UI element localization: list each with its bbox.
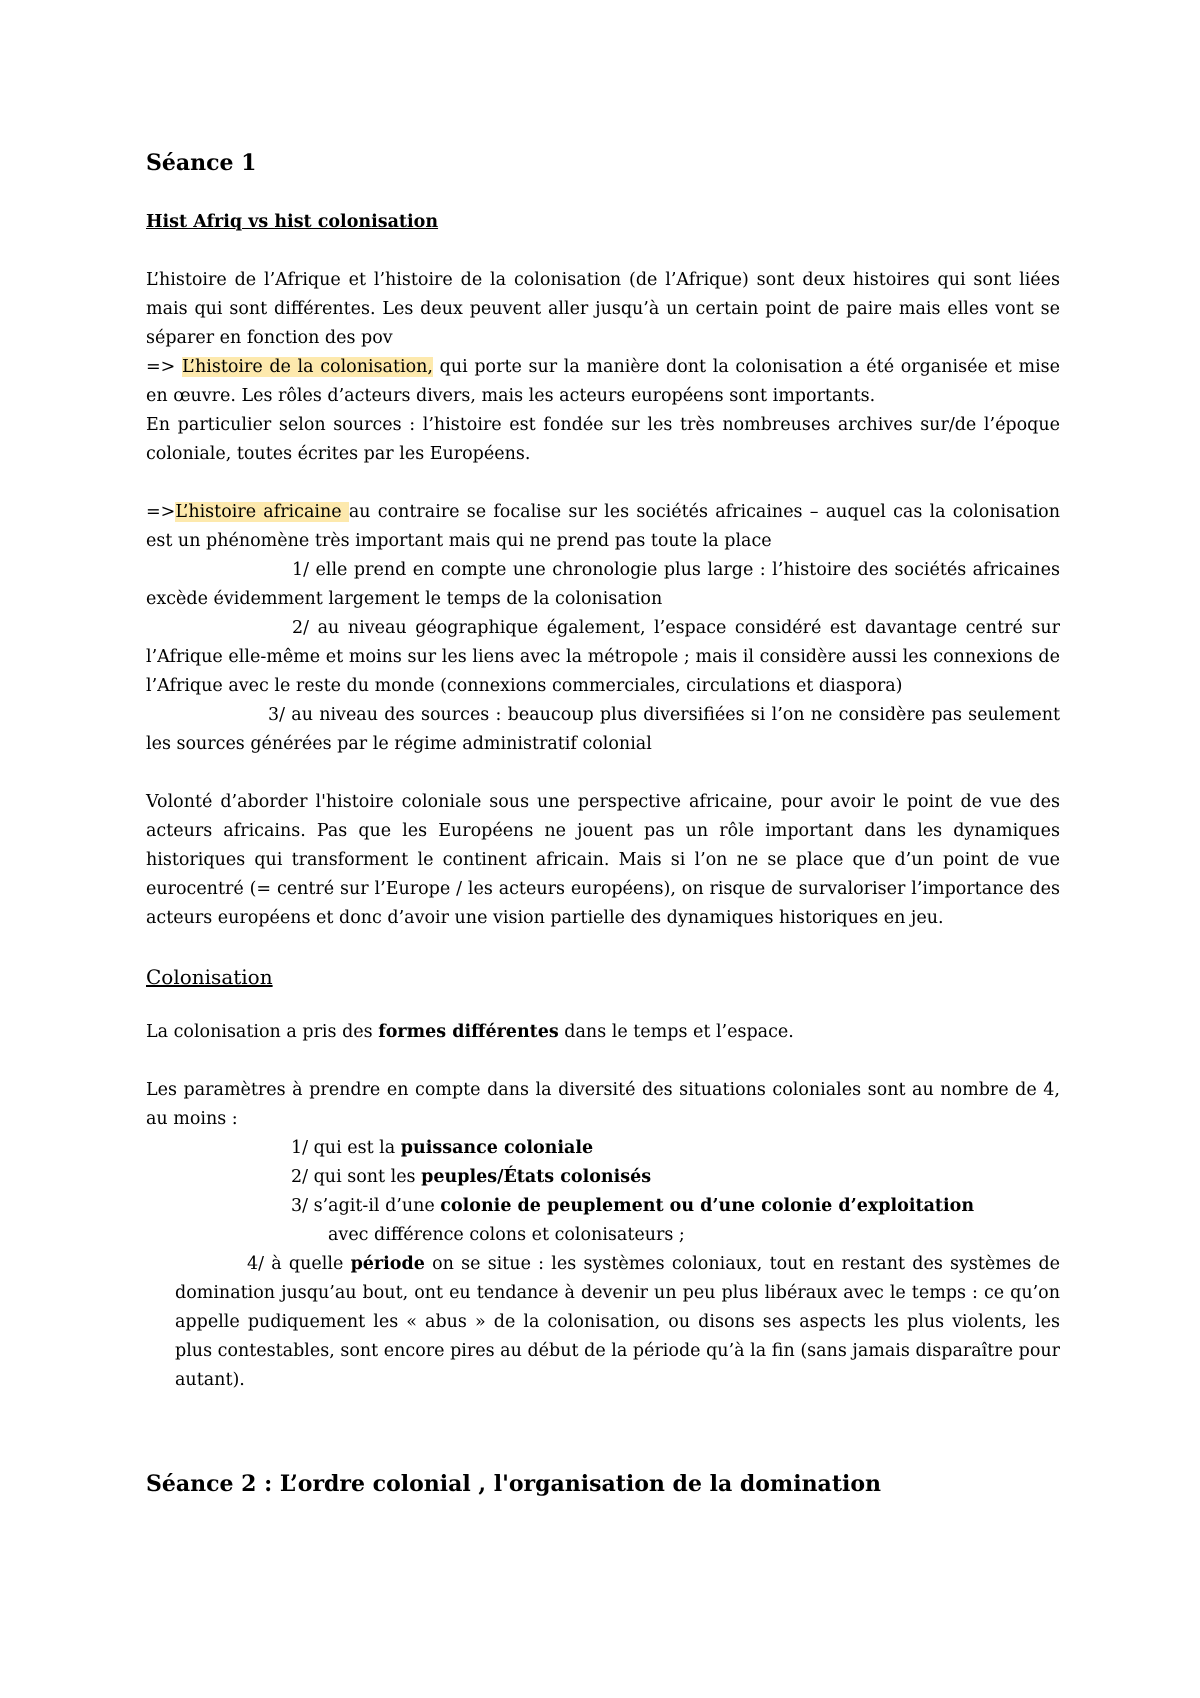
item-2-text: 2/ qui sont les — [291, 1167, 422, 1187]
highlight-african-history: L’histoire africaine — [175, 502, 349, 522]
item-4-bold: période — [350, 1254, 425, 1274]
paragraph-colonisation-history-text: qui porte sur la manière dont la colonisation a été organisée et mise en œuvre. Les rôles d’acteurs divers, mais les acteurs européens sont importants. — [146, 357, 1061, 406]
paragraph-parameters: Les paramètres à prendre en compte dans la diversité des situations coloniales sont au nombre de 4, au moins : — [146, 1080, 1060, 1129]
arrow-marker: => — [146, 357, 182, 377]
paragraph-african-history — [146, 498, 1060, 556]
paragraph-colonisation-history — [146, 353, 1060, 411]
highlight-colonisation-history: L’histoire de la colonisation, — [181, 357, 433, 377]
item-3-text: 3/ s’agit-il d’une — [291, 1196, 441, 1216]
parameter-item-4-block — [146, 1250, 1060, 1395]
seance-2-title: Séance 2 : L’ordre colonial , l'organisation de la domination — [146, 1471, 882, 1497]
item-1-bold: puissance coloniale — [400, 1138, 594, 1158]
item-4-text: 4/ à quelle — [247, 1254, 351, 1274]
arrow-marker: => — [146, 502, 176, 522]
item-3-bold: colonie de peuplement ou d’une colonie d’exploitation — [440, 1196, 975, 1216]
seance-1-title: Séance 1 — [146, 150, 257, 176]
point-1-chronology: 1/ elle prend en compte une chronologie plus large : l’histoire des sociétés africaines excède évidemment largement le temps de la colonisation — [146, 560, 1060, 609]
parameter-item-3 — [146, 1192, 1060, 1221]
paragraph-intro: L’histoire de l’Afrique et l’histoire de la colonisation (de l’Afrique) sont deux histoires qui sont liées mais qui sont différentes. Les deux peuvent aller jusqu’à un certain point de paire mais elles vont se séparer en fonction des pov — [146, 270, 1060, 348]
paragraph-african-perspective: Volonté d’aborder l'histoire coloniale sous une perspective africaine, pour avoir le point de vue des acteurs africains. Pas que les Européens ne jouent pas un rôle important dans les dynamiques historiques qui transforment le continent africain. Mais si l’on ne se place que d’un point de vue eurocentré (= centré sur l’Europe / les acteurs européens), on risque de survaloriser l’importance des acteurs européens et donc d’avoir une vision partielle des dynamiques historiques en jeu. — [146, 792, 1060, 928]
item-1-text: 1/ qui est la — [291, 1138, 401, 1158]
parameter-item-2 — [146, 1163, 1060, 1192]
parameter-item-3-sub: avec différence colons et colonisateurs ; — [328, 1225, 685, 1245]
paragraph-african-history-text: au contraire se focalise sur les sociétés africaines – auquel cas la colonisation est un phénomène très important mais qui ne prend pas toute la place — [146, 502, 1060, 551]
parameter-item-1 — [146, 1134, 1060, 1163]
parameter-item-4 — [175, 1250, 1060, 1395]
document-body — [146, 148, 1060, 1499]
forms-text-start: La colonisation a pris des — [146, 1022, 379, 1042]
paragraph-forms — [146, 1018, 1060, 1047]
point-2-geography: 2/ au niveau géographique également, l’espace considéré est davantage centré sur l’Afrique elle-même et moins sur les liens avec la métropole ; mais il considère aussi les connexions de l’Afrique avec le reste du monde (connexions commerciales, circulations et diaspora) — [146, 618, 1060, 696]
forms-bold: formes différentes — [378, 1022, 559, 1042]
item-2-bold: peuples/États colonisés — [421, 1167, 652, 1187]
colonisation-heading: Colonisation — [146, 965, 273, 989]
forms-text-end: dans le temps et l’espace. — [558, 1022, 794, 1042]
paragraph-sources: En particulier selon sources : l’histoire est fondée sur les très nombreuses archives sur/de l’époque coloniale, toutes écrites par les Européens. — [146, 415, 1060, 464]
section-subtitle-hist: Hist Afriq vs hist colonisation — [146, 212, 439, 232]
item-4-rest: on se situe : les systèmes coloniaux, tout en restant des systèmes de domination jusqu’au bout, ont eu tendance à devenir un peu plus libéraux avec le temps : ce qu’on appelle pudiquement les « abus » de la colonisation, ou disons ses aspects les plus violents, les plus contestables, sont encore pires au début de la période qu’à la fin (sans jamais disparaître pour autant). — [175, 1254, 1060, 1390]
point-3-sources: 3/ au niveau des sources : beaucoup plus diversifiées si l’on ne considère pas seulement les sources générées par le régime administratif colonial — [146, 705, 1060, 754]
